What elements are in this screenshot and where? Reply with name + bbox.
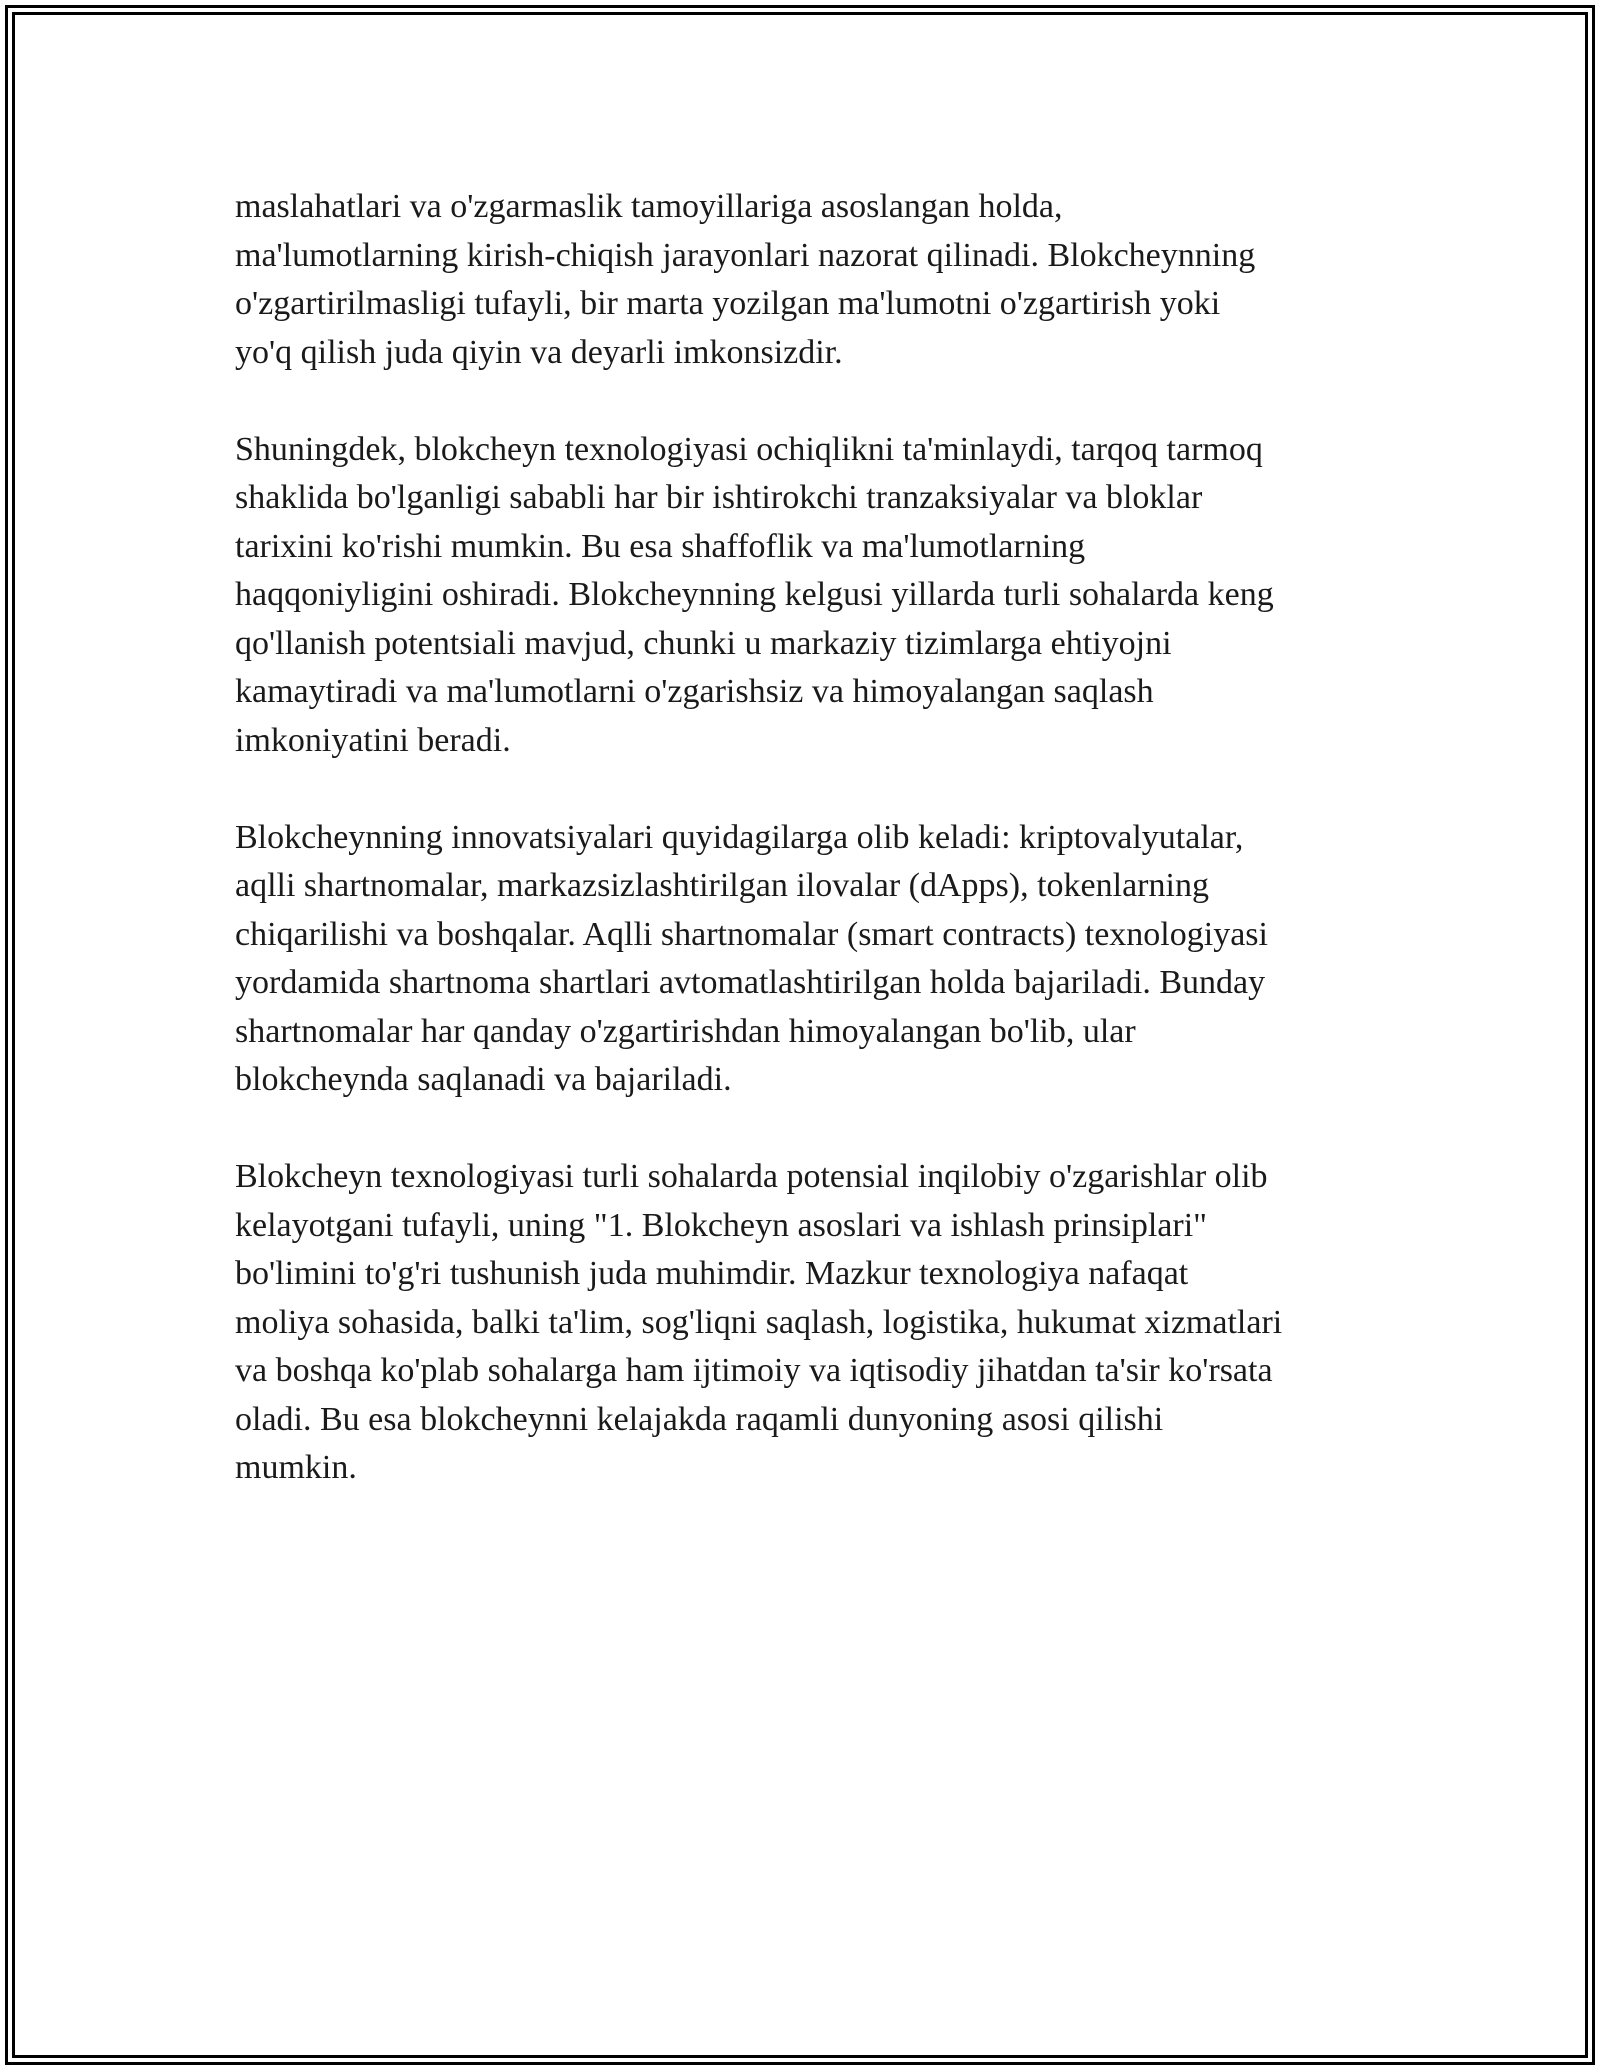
text-line: chiqarilishi va boshqalar. Aqlli shartnomalar (smart contracts) texnologiyasi [235,915,1268,953]
text-line: moliya sohasida, balki ta'lim, sog'liqni saqlash, logistika, hukumat xizmatlari [235,1303,1283,1341]
text-line: Blokcheyn texnologiyasi turli sohalarda potensial inqilobiy o'zgarishlar olib [235,1158,1268,1195]
text-line: oladi. Bu esa blokcheynni kelajakda raqamli dunyoning asosi qilishi [235,1400,1164,1438]
text-line: ma'lumotlarning kirish-chiqish jarayonlari nazorat qilinadi. Blokcheynning [235,236,1256,274]
text-line: va boshqa ko'plab sohalarga ham ijtimoiy va iqtisodiy jihatdan ta'sir ko'rsata [235,1352,1273,1389]
text-line: qo'llanish potentsiali mavjud, chunki u markaziy tizimlarga ehtiyojni [235,624,1172,662]
text-line: mumkin. [235,1449,357,1486]
text-line: shartnomalar har qanday o'zgartirishdan himoyalangan bo'lib, ular [235,1012,1136,1050]
text-line: maslahatlari va o'zgarmaslik tamoyillariga asoslangan holda, [235,188,1063,225]
paragraph-4 [235,1153,1375,1493]
text-line: shaklida bo'lganligi sababli har bir ishtirokchi tranzaksiyalar va bloklar [235,479,1203,516]
text-line: aqlli shartnomalar, markazsizlashtirilgan ilovalar (dApps), tokenlarning [235,867,1209,904]
text-line: tarixini ko'rishi mumkin. Bu esa shaffoflik va ma'lumotlarning [235,527,1086,565]
document-body [235,183,1375,1541]
text-line: Shuningdek, blokcheyn texnologiyasi ochiqlikni ta'minlaydi, tarqoq tarmoq [235,430,1263,468]
text-line: imkoniyatini beradi. [235,721,511,759]
text-line: haqqoniyligini oshiradi. Blokcheynning kelgusi yillarda turli sohalarda keng [235,576,1274,613]
text-line: Blokcheynning innovatsiyalari quyidagilarga olib keladi: kriptovalyutalar, [235,818,1244,856]
text-line: o'zgartirilmasligi tufayli, bir marta yozilgan ma'lumotni o'zgartirish yoki [235,285,1221,322]
paragraph-2 [235,426,1375,766]
paragraph-1 [235,183,1375,377]
paragraph-3 [235,814,1375,1105]
text-line: kelayotgani tufayli, uning "1. Blokcheyn asoslari va ishlash prinsiplari" [235,1206,1208,1244]
text-line: blokcheynda saqlanadi va bajariladi. [235,1061,732,1098]
text-line: kamaytiradi va ma'lumotlarni o'zgarishsiz va himoyalangan saqlash [235,673,1154,710]
text-line: yordamida shartnoma shartlari avtomatlashtirilgan holda bajariladi. Bunday [235,964,1266,1001]
text-line: yo'q qilish juda qiyin va deyarli imkonsizdir. [235,333,843,371]
text-line: bo'limini to'g'ri tushunish juda muhimdir. Mazkur texnologiya nafaqat [235,1255,1189,1292]
